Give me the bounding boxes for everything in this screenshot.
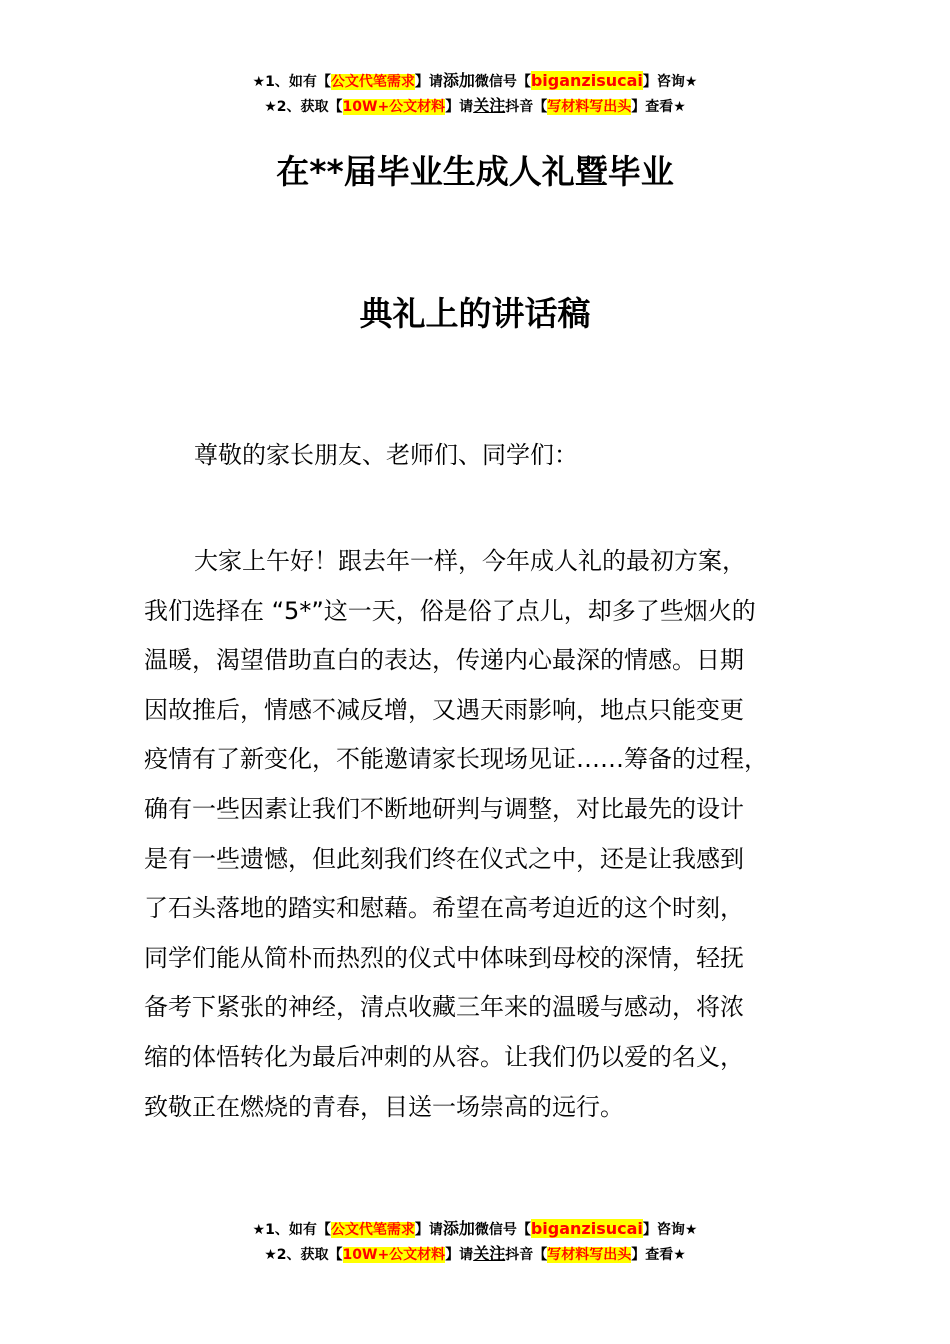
ad-wechat-id: biganzisucai	[530, 1219, 643, 1238]
paragraph-line: 疫情有了新变化，不能邀请家长现场见证……筹备的过程，	[144, 745, 768, 774]
paragraph-line: 同学们能从简朴而热烈的仪式中体味到母校的深情，轻抚	[144, 943, 744, 972]
ad-highlight-materials: 10W+公文材料	[342, 1247, 446, 1263]
ad-highlight-service: 公文代笔需求	[330, 1222, 415, 1238]
ad-emphasis-add: 添加	[442, 71, 475, 90]
ad-line-2: ★2、获取【10W+公文材料】请关注抖音【写材料写出头】查看★	[264, 96, 686, 115]
paragraph-line: 确有一些因素让我们不断地研判与调整，对比最先的设计	[144, 794, 744, 823]
paragraph-line: 是有一些遗憾，但此刻我们终在仪式之中，还是让我感到	[144, 844, 744, 873]
document-title-line-2: 典礼上的讲话稿	[359, 294, 591, 333]
ad-line-2: ★2、获取【10W+公文材料】请关注抖音【写材料写出头】查看★	[264, 1244, 686, 1263]
paragraph-line: 了石头落地的踏实和慰藉。希望在高考迫近的这个时刻，	[144, 894, 744, 923]
ad-emphasis-follow: 关注	[473, 96, 506, 115]
ad-emphasis-add: 添加	[442, 1219, 475, 1238]
ad-highlight-materials: 10W+公文材料	[342, 99, 446, 115]
paragraph-line: 因故推后，情感不减反增，又遇天雨影响，地点只能变更	[144, 695, 744, 724]
ad-highlight-service: 公文代笔需求	[330, 74, 415, 90]
ad-line-1: ★1、如有【公文代笔需求】请添加微信号【biganzisucai】咨询★	[252, 1219, 698, 1238]
paragraph-line: 备考下紧张的神经，清点收藏三年来的温暖与感动，将浓	[144, 993, 744, 1022]
paragraph-line: 致敬正在燃烧的青春，目送一场崇高的远行。	[144, 1092, 624, 1121]
document-title-line-1: 在**届毕业生成人礼暨毕业	[276, 152, 674, 191]
footer-ad	[0, 1217, 950, 1267]
ad-douyin-account: 写材料写出头	[547, 1247, 632, 1263]
paragraph-line: 缩的体悟转化为最后冲刺的从容。让我们仍以爱的名义，	[144, 1042, 744, 1071]
ad-wechat-id: biganzisucai	[530, 71, 643, 90]
body-paragraph	[144, 537, 810, 1132]
ad-line-1: ★1、如有【公文代笔需求】请添加微信号【biganzisucai】咨询★	[252, 71, 698, 90]
paragraph-line: 大家上午好！跟去年一样，今年成人礼的最初方案，	[194, 547, 746, 575]
salutation: 尊敬的家长朋友、老师们、同学们：	[194, 441, 578, 469]
paragraph-line: 温暖，渴望借助直白的表达，传递内心最深的情感。日期	[144, 646, 744, 675]
ad-emphasis-follow: 关注	[473, 1244, 506, 1263]
ad-douyin-account: 写材料写出头	[547, 99, 632, 115]
paragraph-line: 我们选择在 “5*”这一天，俗是俗了点儿，却多了些烟火的	[144, 596, 756, 625]
header-ad	[0, 69, 950, 119]
